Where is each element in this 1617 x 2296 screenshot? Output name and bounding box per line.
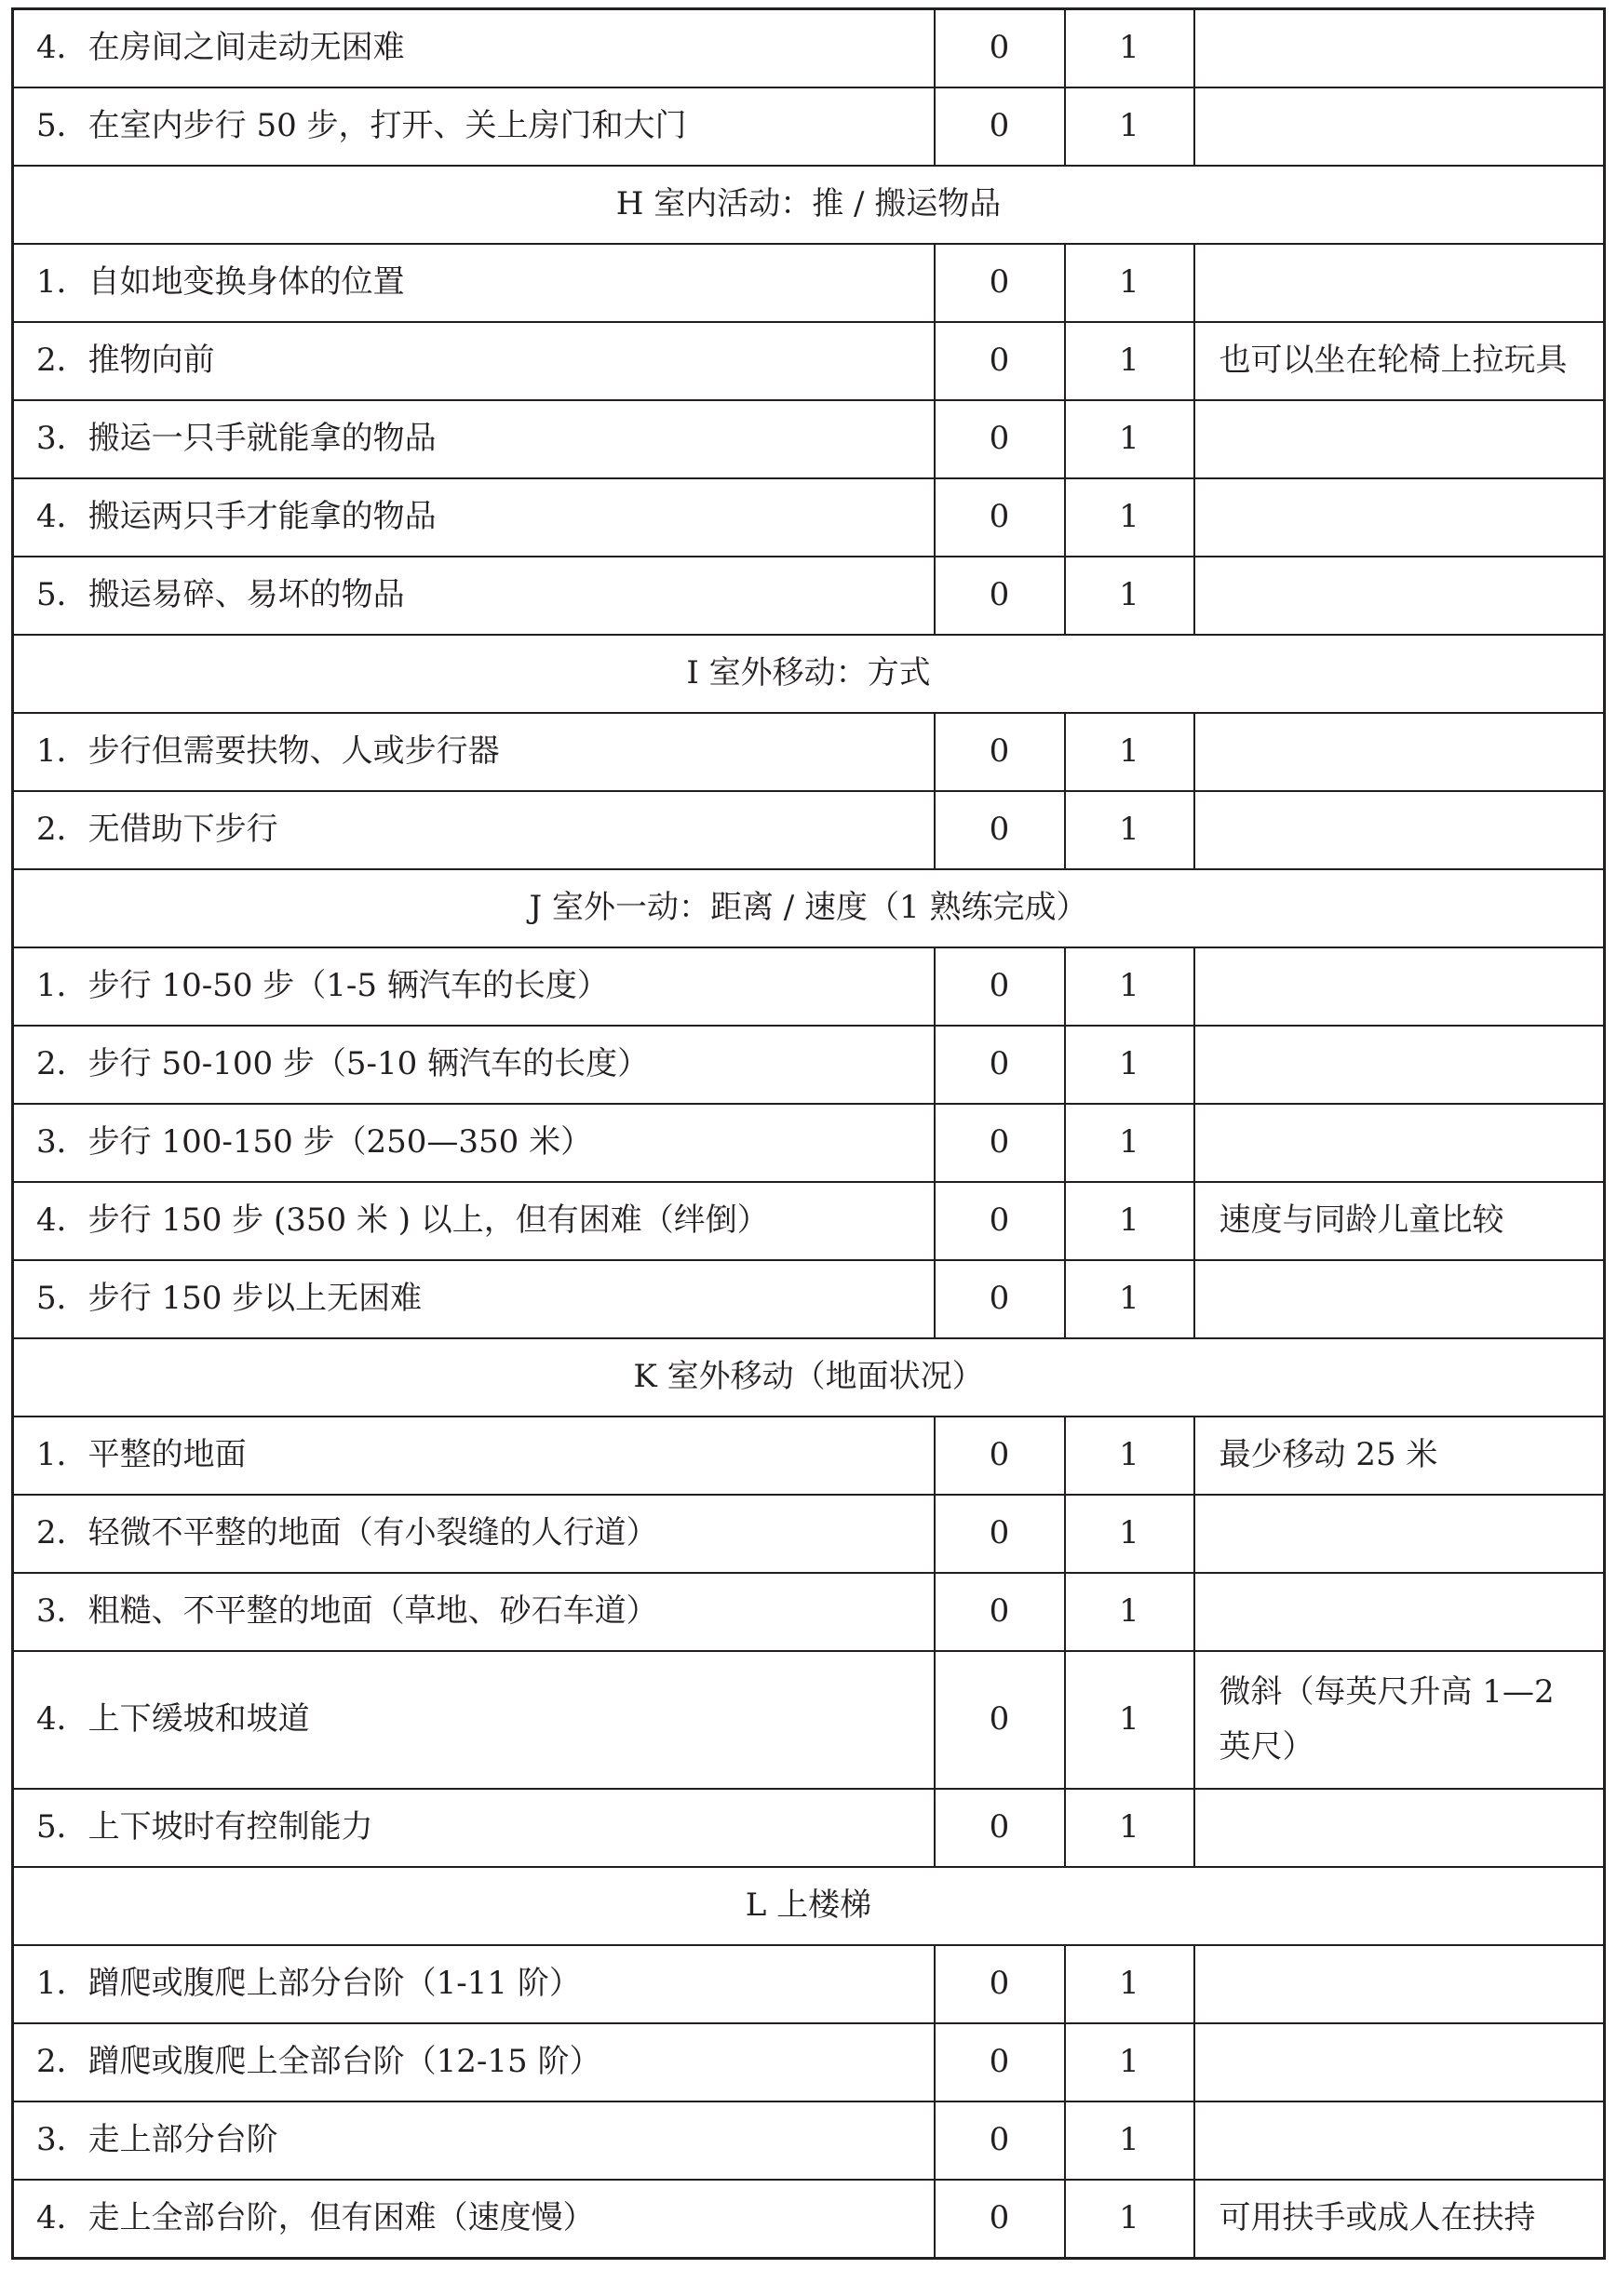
score-one: 1 (1065, 1182, 1194, 1260)
note-cell: 可用扶手或成人在扶持 (1194, 2180, 1605, 2259)
item-label: 4．搬运两只手才能拿的物品 (13, 478, 935, 557)
section-header-row (13, 166, 1605, 244)
section-title: H 室内活动：推 / 搬运物品 (13, 166, 1605, 244)
note-cell: 也可以坐在轮椅上拉玩具 (1194, 322, 1605, 400)
score-zero: 0 (935, 713, 1065, 791)
note-cell: 最少移动 25 米 (1194, 1417, 1605, 1495)
table-row (13, 791, 1605, 869)
item-label: 1．自如地变换身体的位置 (13, 244, 935, 322)
score-one: 1 (1065, 1026, 1194, 1104)
note-cell (1194, 1945, 1605, 2023)
item-label: 4．在房间之间走动无困难 (13, 9, 935, 88)
note-cell (1194, 244, 1605, 322)
score-zero: 0 (935, 1945, 1065, 2023)
score-one: 1 (1065, 9, 1194, 88)
note-cell (1194, 713, 1605, 791)
score-zero: 0 (935, 1417, 1065, 1495)
item-label: 1．步行但需要扶物、人或步行器 (13, 713, 935, 791)
score-zero: 0 (935, 1104, 1065, 1182)
item-label: 4．走上全部台阶，但有困难（速度慢） (13, 2180, 935, 2259)
table-row (13, 713, 1605, 791)
item-label: 5．步行 150 步以上无困难 (13, 1260, 935, 1338)
table-row (13, 1260, 1605, 1338)
score-one: 1 (1065, 1495, 1194, 1573)
note-cell (1194, 9, 1605, 88)
note-cell (1194, 1495, 1605, 1573)
table-row (13, 1573, 1605, 1651)
item-label: 5．搬运易碎、易坏的物品 (13, 557, 935, 635)
note-cell: 微斜（每英尺升高 1—2 英尺） (1194, 1651, 1605, 1789)
item-label: 5．上下坡时有控制能力 (13, 1789, 935, 1867)
section-header-row (13, 1338, 1605, 1417)
score-zero: 0 (935, 1789, 1065, 1867)
note-cell (1194, 1789, 1605, 1867)
table-row (13, 9, 1605, 88)
score-zero: 0 (935, 1495, 1065, 1573)
item-label: 3．走上部分台阶 (13, 2101, 935, 2180)
assessment-table (11, 7, 1606, 2260)
score-zero: 0 (935, 1573, 1065, 1651)
score-zero: 0 (935, 478, 1065, 557)
note-cell (1194, 2101, 1605, 2180)
score-one: 1 (1065, 1417, 1194, 1495)
item-label: 1．步行 10-50 步（1-5 辆汽车的长度） (13, 947, 935, 1026)
item-label: 2．轻微不平整的地面（有小裂缝的人行道） (13, 1495, 935, 1573)
score-one: 1 (1065, 557, 1194, 635)
score-one: 1 (1065, 1573, 1194, 1651)
section-header-row (13, 869, 1605, 947)
table-row (13, 244, 1605, 322)
item-label: 2．蹭爬或腹爬上全部台阶（12-15 阶） (13, 2023, 935, 2101)
score-zero: 0 (935, 2101, 1065, 2180)
item-label: 1．平整的地面 (13, 1417, 935, 1495)
score-one: 1 (1065, 400, 1194, 478)
score-one: 1 (1065, 1789, 1194, 1867)
score-one: 1 (1065, 322, 1194, 400)
item-label: 4．步行 150 步 (350 米 ) 以上，但有困难（绊倒） (13, 1182, 935, 1260)
note-cell (1194, 400, 1605, 478)
note-cell (1194, 1104, 1605, 1182)
score-one: 1 (1065, 478, 1194, 557)
note-cell: 速度与同龄儿童比较 (1194, 1182, 1605, 1260)
score-one: 1 (1065, 87, 1194, 166)
table-row (13, 1651, 1605, 1789)
score-zero: 0 (935, 400, 1065, 478)
score-zero: 0 (935, 2180, 1065, 2259)
item-label: 2．步行 50-100 步（5-10 辆汽车的长度） (13, 1026, 935, 1104)
score-one: 1 (1065, 1945, 1194, 2023)
table-row (13, 557, 1605, 635)
score-zero: 0 (935, 947, 1065, 1026)
score-zero: 0 (935, 9, 1065, 88)
table-row (13, 1182, 1605, 1260)
section-title: L 上楼梯 (13, 1867, 1605, 1945)
item-label: 2．推物向前 (13, 322, 935, 400)
score-zero: 0 (935, 322, 1065, 400)
note-cell (1194, 87, 1605, 166)
table-row (13, 1417, 1605, 1495)
section-title: J 室外一动：距离 / 速度（1 熟练完成） (13, 869, 1605, 947)
item-label: 4．上下缓坡和坡道 (13, 1651, 935, 1789)
table-body (13, 9, 1605, 2259)
section-title: I 室外移动：方式 (13, 635, 1605, 713)
table-row (13, 1104, 1605, 1182)
score-zero: 0 (935, 1651, 1065, 1789)
item-label: 3．粗糙、不平整的地面（草地、砂石车道） (13, 1573, 935, 1651)
table-row (13, 322, 1605, 400)
note-cell (1194, 557, 1605, 635)
note-cell (1194, 947, 1605, 1026)
table-row (13, 2023, 1605, 2101)
table-row (13, 478, 1605, 557)
score-zero: 0 (935, 87, 1065, 166)
score-one: 1 (1065, 947, 1194, 1026)
note-cell (1194, 1573, 1605, 1651)
section-title: K 室外移动（地面状况） (13, 1338, 1605, 1417)
table-row (13, 87, 1605, 166)
item-label: 2．无借助下步行 (13, 791, 935, 869)
table-row (13, 400, 1605, 478)
score-zero: 0 (935, 244, 1065, 322)
table-row (13, 1026, 1605, 1104)
note-cell (1194, 2023, 1605, 2101)
table-row (13, 947, 1605, 1026)
score-one: 1 (1065, 791, 1194, 869)
table-row (13, 1945, 1605, 2023)
score-one: 1 (1065, 2180, 1194, 2259)
item-label: 5．在室内步行 50 步，打开、关上房门和大门 (13, 87, 935, 166)
item-label: 3．搬运一只手就能拿的物品 (13, 400, 935, 478)
score-one: 1 (1065, 2023, 1194, 2101)
score-one: 1 (1065, 713, 1194, 791)
note-cell (1194, 478, 1605, 557)
score-zero: 0 (935, 1260, 1065, 1338)
score-zero: 0 (935, 557, 1065, 635)
note-cell (1194, 1260, 1605, 1338)
score-zero: 0 (935, 791, 1065, 869)
item-label: 3．步行 100-150 步（250—350 米） (13, 1104, 935, 1182)
score-zero: 0 (935, 2023, 1065, 2101)
item-label: 1．蹭爬或腹爬上部分台阶（1-11 阶） (13, 1945, 935, 2023)
score-one: 1 (1065, 1651, 1194, 1789)
score-zero: 0 (935, 1182, 1065, 1260)
section-header-row (13, 1867, 1605, 1945)
score-one: 1 (1065, 1260, 1194, 1338)
note-cell (1194, 1026, 1605, 1104)
table-row (13, 1789, 1605, 1867)
table-row (13, 1495, 1605, 1573)
score-one: 1 (1065, 2101, 1194, 2180)
score-one: 1 (1065, 1104, 1194, 1182)
table-row (13, 2180, 1605, 2259)
note-cell (1194, 791, 1605, 869)
section-header-row (13, 635, 1605, 713)
score-zero: 0 (935, 1026, 1065, 1104)
table-row (13, 2101, 1605, 2180)
score-one: 1 (1065, 244, 1194, 322)
